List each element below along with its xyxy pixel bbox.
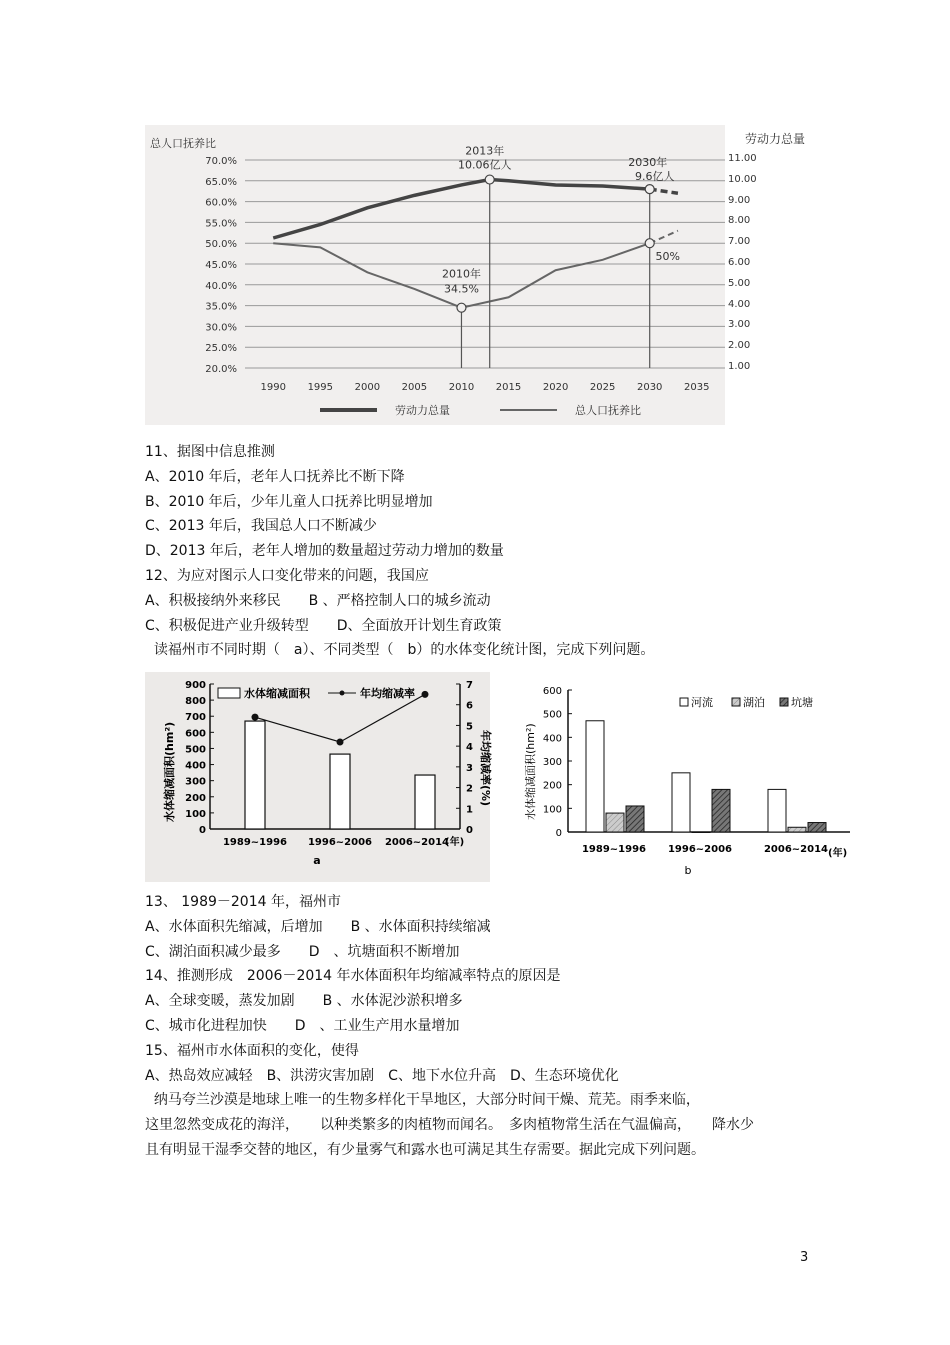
y-tick-label: 300 — [542, 757, 562, 768]
y-left-tick-label: 200 — [185, 792, 206, 804]
text-line: 14、推测形成 2006－2014 年水体面积年均缩减率特点的原因是 — [145, 968, 561, 985]
y-left-tick-label: 600 — [185, 728, 206, 740]
left-axis-title: 总人口抚养比 — [150, 137, 216, 150]
y-right-tick-label: 2.00 — [728, 340, 751, 352]
text-line: A、热岛效应减轻 B、洪涝灾害加剧 C、地下水位升高 D、生态环境优化 — [145, 1067, 619, 1084]
annotation-label: 50% — [655, 250, 680, 264]
point-marker — [645, 239, 654, 248]
y-left-tick-label: 20.0% — [205, 364, 237, 375]
y-tick-label: 100 — [542, 804, 562, 816]
y-left-tick-label: 70.0% — [205, 156, 237, 167]
x-tick-label: 2035 — [684, 382, 710, 393]
annotation-label: 2010年 — [441, 267, 481, 281]
bar — [768, 789, 786, 832]
point-marker — [457, 303, 466, 312]
text-line: A、全球变暖，蒸发加剧 B 、水体泥沙淤积增多 — [145, 993, 463, 1010]
chart-label: a — [313, 854, 321, 867]
text-line: 15、福州市水体面积的变化，使得 — [145, 1042, 359, 1059]
y-tick-label: 600 — [542, 686, 562, 697]
text-line: 且有明显干湿季交替的地区，有少量雾气和露水也可满足其生存需要。据此完成下列问题。 — [145, 1142, 705, 1158]
x-tick-label: 2025 — [589, 382, 616, 393]
y-left-tick-label: 900 — [185, 680, 206, 691]
water-chart-b — [520, 680, 865, 880]
y-left-tick-label: 50.0% — [205, 239, 237, 251]
text-line: 13、 1989－2014 年，福州市 — [145, 894, 341, 910]
bar — [672, 773, 690, 832]
y-left-tick-label: 300 — [185, 776, 206, 788]
text-line: C、2013 年后，我国总人口不断减少 — [145, 518, 377, 535]
text-line: 11、据图中信息推测 — [145, 444, 275, 460]
y-left-tick-label: 700 — [185, 712, 206, 724]
point-marker — [645, 185, 654, 194]
x-tick-label: 1996~2006 — [667, 844, 733, 855]
chart-label: b — [684, 864, 692, 877]
legend-label: 湖泊 — [743, 696, 765, 709]
annotation-label: 34.5% — [443, 282, 479, 296]
x-tick-label: 1996~2006 — [307, 837, 373, 848]
y-right-tick-label: 6.00 — [728, 257, 751, 268]
y-axis-title: 水体缩减面积(hm²) — [524, 723, 537, 820]
bar — [692, 832, 710, 833]
annotation-label: 10.06亿人 — [457, 158, 512, 172]
x-tick-label: 2000 — [354, 382, 381, 393]
rate-point — [337, 739, 344, 746]
y-left-axis-title: 水体缩减面积(hm²) — [163, 721, 176, 822]
bar — [712, 789, 730, 832]
bar — [626, 806, 644, 832]
text-line: C、积极促进产业升级转型 D、全面放开计划生育政策 — [145, 617, 502, 634]
bar — [245, 721, 265, 829]
population-chart-svg — [145, 125, 725, 425]
right-axis — [725, 125, 785, 425]
bar — [808, 823, 826, 832]
annotation-label: 2030年 — [628, 156, 668, 170]
annotation-label: 9.6亿人 — [634, 170, 675, 184]
page-number: 3 — [800, 1250, 809, 1265]
population-chart — [145, 125, 725, 425]
y-left-tick-label: 100 — [185, 808, 206, 820]
y-left-tick-label: 25.0% — [205, 343, 237, 355]
rate-point — [422, 691, 429, 698]
text-line: B、2010 年后，少年儿童人口抚养比明显增加 — [145, 493, 433, 510]
bar — [415, 775, 435, 829]
y-right-tick-label: 4 — [466, 742, 473, 754]
y-right-tick-label: 2 — [466, 783, 473, 795]
y-right-tick-label: 1.00 — [728, 361, 751, 372]
text-line: C、湖泊面积减少最多 D 、坑塘面积不断增加 — [145, 943, 460, 960]
x-tick-label: 2015 — [495, 382, 522, 393]
water-chart-a — [145, 672, 490, 882]
legend-label: 总人口抚养比 — [575, 404, 641, 417]
point-marker — [485, 175, 494, 184]
legend-swatch — [340, 691, 345, 696]
y-left-tick-label: 800 — [185, 696, 206, 708]
x-tick-label: 1989~1996 — [222, 837, 288, 848]
y-left-tick-label: 400 — [185, 760, 206, 772]
x-tick-label: 1990 — [260, 382, 286, 393]
y-left-tick-label: 55.0% — [205, 218, 237, 230]
text-line: 12、为应对图示人口变化带来的问题，我国应 — [145, 568, 429, 584]
y-right-tick-label: 9.00 — [728, 194, 751, 206]
y-right-tick-label: 3 — [466, 762, 473, 774]
legend-swatch — [780, 698, 788, 706]
x-tick-label: 2020 — [542, 382, 569, 393]
y-right-tick-label: 8.00 — [728, 215, 751, 227]
y-right-tick-label: 5 — [466, 721, 473, 733]
right-axis-title: 劳动力总量 — [745, 132, 806, 146]
y-tick-label: 0 — [555, 828, 562, 839]
y-left-tick-label: 60.0% — [205, 197, 237, 209]
y-left-tick-label: 30.0% — [205, 322, 237, 334]
legend-label: 水体缩减面积 — [244, 687, 310, 700]
y-left-tick-label: 500 — [185, 744, 206, 756]
x-tick-label: 2010 — [448, 382, 475, 393]
y-right-tick-label: 7.00 — [728, 236, 751, 248]
legend-label: 坑塘 — [791, 696, 813, 709]
y-tick-label: 400 — [542, 733, 562, 745]
y-right-tick-label: 10.00 — [728, 173, 757, 185]
y-right-tick-label: 11.00 — [728, 153, 757, 164]
x-tick-label: 2006~2014 — [384, 837, 450, 848]
legend-label: 年均缩减率 — [360, 687, 415, 700]
bar — [606, 813, 624, 832]
bar — [330, 754, 350, 829]
legend-label: 劳动力总量 — [395, 404, 450, 417]
annotation-label: 2013年 — [465, 144, 505, 158]
y-right-tick-label: 5.00 — [728, 277, 751, 289]
y-right-tick-label: 6 — [466, 700, 473, 712]
y-right-tick-label: 0 — [466, 825, 473, 836]
y-right-tick-label: 7 — [466, 680, 473, 691]
text-line: 这里忽然变成花的海洋， 以种类繁多的肉植物而闻名。 多肉植物常生活在气温偏高， 降水少 — [145, 1117, 754, 1134]
y-right-axis-title: 年均缩减率(%) — [479, 730, 492, 807]
text-line: 纳马夸兰沙漠是地球上唯一的生物多样化干旱地区，大部分时间干燥、荒芜。雨季来临， — [145, 1092, 700, 1109]
y-left-tick-label: 40.0% — [205, 280, 237, 292]
x-unit-label: (年) — [828, 848, 848, 859]
text-line: C、城市化进程加快 D 、工业生产用水量增加 — [145, 1018, 460, 1034]
x-tick-label: 1989~1996 — [581, 844, 647, 855]
text-line: 读福州市不同时期（ a）、不同类型（ b）的水体变化统计图，完成下列问题。 — [145, 642, 655, 659]
text-line: A、积极接纳外来移民 B 、严格控制人口的城乡流动 — [145, 592, 491, 609]
x-tick-label: 2006~2014 — [763, 844, 829, 855]
bar — [586, 721, 604, 832]
legend-swatch — [680, 698, 688, 706]
y-right-tick-label: 1 — [466, 804, 473, 816]
y-tick-label: 500 — [542, 709, 562, 721]
text-line: A、2010 年后，老年人口抚养比不断下降 — [145, 468, 405, 485]
text-line: A、水体面积先缩减，后增加 B 、水体面积持续缩减 — [145, 918, 491, 935]
y-right-tick-label: 4.00 — [728, 298, 751, 310]
water-chart-a-svg — [145, 672, 490, 882]
y-left-tick-label: 35.0% — [205, 301, 237, 313]
water-chart-b-svg — [520, 680, 865, 880]
legend-label: 河流 — [691, 696, 713, 709]
bar — [788, 827, 806, 832]
y-left-tick-label: 0 — [199, 825, 206, 836]
y-tick-label: 200 — [542, 780, 562, 792]
x-tick-label: 2030 — [636, 382, 663, 393]
text-line: D、2013 年后，老年人增加的数量超过劳动力增加的数量 — [145, 543, 504, 560]
x-unit-label: (年) — [445, 837, 465, 848]
y-right-tick-label: 3.00 — [728, 319, 751, 331]
y-left-tick-label: 65.0% — [205, 176, 237, 188]
x-tick-label: 1995 — [307, 382, 334, 393]
legend-swatch — [218, 688, 240, 698]
legend-swatch — [732, 698, 740, 706]
y-left-tick-label: 45.0% — [205, 260, 237, 271]
rate-point — [252, 714, 259, 721]
x-tick-label: 2005 — [401, 382, 428, 393]
